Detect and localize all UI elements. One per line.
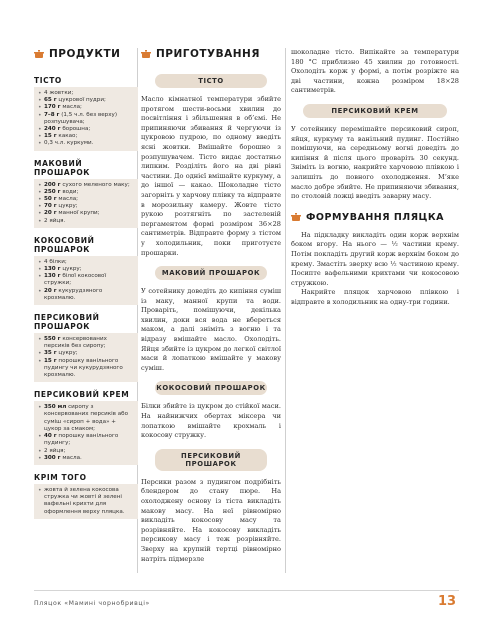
cooking-pot-icon [34,49,44,59]
ingredient-item [38,90,134,97]
ingredient-name: масла. [60,454,82,461]
ingredient-item [38,97,134,104]
ingredient-group-title: ПЕРСИКОВИЙ ПРОШАРОК [34,313,100,332]
ingredient-item [38,133,134,140]
ingredient-name: (1,5 ч.л. без верху) розпушувача; [44,111,118,125]
ingredients-heading-text: ПРОДУКТИ [49,48,121,60]
ingredient-name: цукрової пудри; [56,97,106,104]
ingredient-group [34,311,138,382]
section-pill-peach-cream: ПЕРСИКОВИЙ КРЕМ [303,104,447,118]
preparation-sections [141,74,281,564]
ingredient-item [38,104,134,111]
ingredient-group [34,157,138,228]
ingredient-name: кукурудзяного крохмалю. [44,287,103,301]
page-number: 13 [438,594,457,609]
ingredient-groups [34,74,138,519]
preparation-heading [141,48,281,60]
ingredient-list [34,87,138,151]
section-pill: ПЕРСИКОВИЙ ПРОШАРОК [155,449,267,471]
ingredient-item [38,433,134,447]
ingredient-list [34,484,138,519]
ingredient-name: жовта й зелена кокосова стружка чи жовті й зелені вафельні крихти для оформлення верху пляцка. [44,486,125,515]
footer-title: Пляцок «Мамині чорнобривці» [34,600,150,607]
ingredient-item [38,189,134,196]
ingredient-name: масла; [56,196,79,203]
ingredient-item [38,288,134,302]
ingredient-group-title: ПЕРСИКОВИЙ КРЕМ [34,390,130,400]
ingredient-item [38,126,134,133]
ingredient-amount: 200 г [44,181,61,188]
ingredient-item [38,218,134,225]
ingredient-amount: 65 г [44,97,57,104]
ingredient-name: цукру; [56,350,78,357]
ingredient-list [34,256,138,305]
ingredient-amount: 70 г [44,203,57,210]
ingredient-name: білої кокосової стружки; [44,273,107,287]
section-paragraph: Персики разом з пудингом подрібніть блендером до стану пюре. На охолоджену основу із тіста викладіть макову масу. На неї рівномірно викладіть кокосову масу та розрівняйте. На кокосову викладіть персикову масу і теж розрівняйте. Зверху на крупній тертці рівномірно натріть підмерзле [141,477,281,563]
ingredient-amount: 240 г [44,126,61,133]
ingredient-amount: 300 г [44,454,61,461]
ingredient-group [34,234,138,305]
column-divider-2 [285,48,286,573]
cooking-pot-icon [141,49,151,59]
ingredient-name: цукру; [60,266,82,273]
footer-rule [34,590,459,591]
ingredient-list [34,401,138,465]
cream-paragraph: У сотейнику перемішайте персиковий сироп, яйця, куркуму та ванільний пудинг. Постійно помішуючи, на середньому вогні доведіть до кипіння й після цього проваріть 30 секунд. Зніміть із вогню, накрийте харчовою плівкою і залишіть до повного охолодження. М’яке масло добре збийте. Не припиняючи збивання, по столовій ложці введіть заварну масу. [291,124,459,201]
ingredient-item [38,203,134,210]
ingredient-amount: 50 г [44,196,57,203]
ingredient-amount: 170 г [44,104,61,111]
ingredient-name: 4 білки; [44,258,67,265]
ingredient-group [34,388,138,465]
section-paragraph: Білки збийте із цукром до стійкої маси. На найнижчих обертах міксера чи лопаткою вмішайте крохмаль і кокосову стружку. [141,402,281,440]
ingredient-list [34,333,138,382]
ingredient-item [38,182,134,189]
ingredient-group-title: КРІМ ТОГО [34,472,87,482]
section-pill: МАКОВИЙ ПРОШАРОК [155,266,267,280]
ingredient-name: води; [60,188,79,195]
assembly-heading-text: ФОРМУВАННЯ ПЛЯЦКА [306,211,444,223]
ingredient-group-title: КОКОСОВИЙ ПРОШАРОК [34,235,95,254]
ingredient-amount: 7–8 г [44,111,60,118]
ingredient-group [34,471,138,519]
ingredient-amount: 40 г [44,433,57,440]
ingredient-list [34,179,138,228]
ingredient-item [38,404,134,433]
ingredient-name: масла; [60,104,82,111]
ingredient-item [38,487,134,516]
baking-paragraph: шоколадне тісто. Випікайте за температури 180 °С приблизно 45 хвилин до готовності. Охолодіть корж у формі, а потім розріжте на дві частини, кожна розміром 18×28 сантиметрів. [291,48,459,95]
ingredient-amount: 15 г [44,133,57,140]
ingredient-group-title: ТІСТО [34,76,62,85]
ingredient-name: какао; [56,133,78,140]
ingredient-name: борошна; [60,126,91,133]
ingredient-amount: 130 г [44,273,61,280]
section-pill: ТІСТО [155,74,267,88]
ingredient-name: консервованих персиків без сиропу; [44,336,107,350]
ingredient-name: 2 яйця; [44,447,66,454]
ingredient-item [38,448,134,455]
ingredient-name: 4 жовтки; [44,90,74,96]
section-paragraph: У сотейнику доведіть до кипіння суміш із маку, манної крупи та води. Проварiть, помішуючи, декілька хвилин, доки вся вода не вбереться маком, а далі зніміть з вогню і та відразу вмішайте масло. Охолодіть. Яйця збийте із цукром до легкої світлої маси й лопаткою вмішайте у макову суміш. [141,287,281,372]
section-pill: КОКОСОВИЙ ПРОШАРОК [155,381,267,395]
ingredient-item [38,266,134,273]
ingredient-item [38,210,134,217]
ingredients-heading [34,48,138,60]
ingredient-amount: 250 г [44,188,61,195]
ingredient-amount: 20 г [44,287,57,294]
preparation-heading-text: ПРИГОТУВАННЯ [156,48,260,60]
assembly-paragraph-1: На підкладку викладіть один корж верхнім боком вгору. На нього — ½ частини крему. Потім покладіть другий корж верхнім боком до крему. Змастіть зверху всю ½ частиною крему. Посипте вафельними крихтами чи кокосовою стружкою. [291,230,459,287]
ingredient-amount: 15 г [44,357,57,364]
preparation-column [141,48,281,564]
ingredient-name: манної крупи; [56,210,100,217]
ingredient-item [38,259,134,266]
ingredient-amount: 20 г [44,210,57,217]
ingredient-item [38,336,134,350]
continuation-column [291,48,459,307]
ingredient-name: 0,3 ч.л. куркуми. [44,140,94,147]
ingredient-group [34,74,138,151]
ingredient-name: 2 яйця. [44,217,66,224]
ingredient-item [38,273,134,287]
ingredient-item [38,455,134,462]
ingredient-item [38,196,134,203]
ingredient-name: цукру; [56,203,78,210]
ingredient-name: порошку ванільного пудингу; [44,433,119,447]
ingredient-amount: 350 мл [44,404,67,411]
ingredient-item [38,358,134,380]
ingredients-column [34,48,138,519]
section-paragraph: Масло кімнатної температури збийте протягом шести-восьми хвилин до посвітління і збільшення в об’ємі. Не припиняючи збивання й чергуючи із цукровою пудрою, по одному введіть ясні жовтки. Вмішайте борошно з розпушувачем. Тісто видає достатньо липким. Розділіть його на дві рівні частини. До однієї вмішайте куркуму, а до іншої — какао. Шоколадне тісто загорніть у харчову плівку та відправте в морозильну камеру. Жовте тісто рукою розтягніть по застеленій пергаментом формі розміром 36×28 сантиметрів. Відправте форму з тістом у холодильник, поки приготуєте прошарки. [141,95,281,257]
assembly-heading [291,212,459,223]
ingredient-name: сухого меленого маку; [60,181,130,188]
ingredient-item [38,350,134,357]
ingredient-group-title: МАКОВИЙ ПРОШАРОК [34,158,91,177]
ingredient-item [38,112,134,126]
ingredient-item [38,140,134,147]
assembly-paragraph-2: Накрийте пляцок харчовою плівкою і відправте в холодильник на одну-три години. [291,288,459,306]
ingredient-name: порошку ванільного пудингу чи кукурудзяного крохмалю. [44,357,123,379]
ingredient-name: сиропу з консервованих персиків або суміш «сироп + вода» + цукор за смаком; [44,404,129,432]
ingredient-amount: 35 г [44,350,57,357]
ingredient-amount: 130 г [44,266,61,273]
ingredient-amount: 550 г [44,336,61,343]
cooking-pot-icon [291,212,301,222]
